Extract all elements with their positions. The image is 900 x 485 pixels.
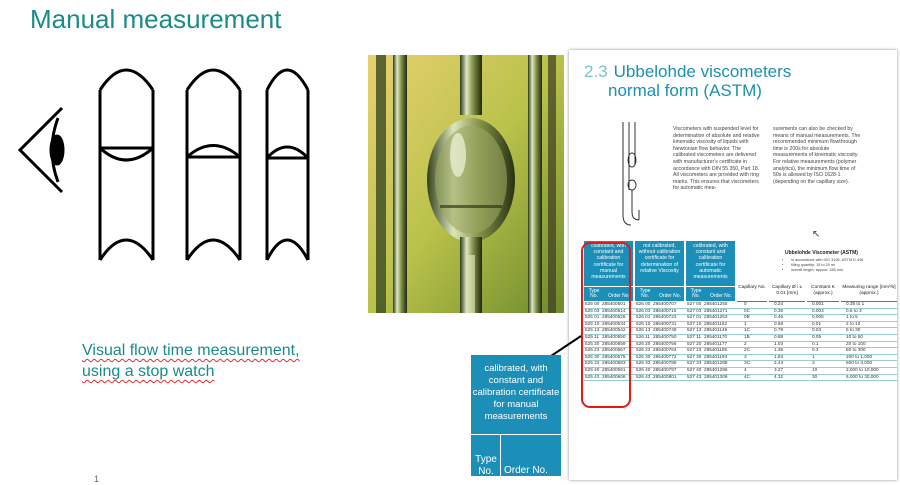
table-cell: 525 30 xyxy=(585,353,600,359)
table-cell: 525 33 xyxy=(585,360,600,366)
table-cell: 0.3 xyxy=(812,347,819,353)
table-order-header: Order No. xyxy=(608,293,630,300)
table-cell: 2 xyxy=(744,340,747,346)
table-cell: 30 xyxy=(812,373,818,379)
slide-title xyxy=(30,4,281,35)
table-cell: 0B xyxy=(744,314,750,320)
table-cell: 1.36 xyxy=(774,347,784,353)
tube-1 xyxy=(100,70,153,260)
table-order-header: Order No. xyxy=(710,293,732,300)
tube-2 xyxy=(187,70,240,260)
table-cell: 526 13 xyxy=(636,327,651,333)
table-cell: 525 01 xyxy=(585,314,600,320)
table-cell: 527 10 xyxy=(687,320,702,326)
table-cell: 3.27 xyxy=(774,367,784,372)
table-range-header: Measuring range [mm²/s] (approx.) xyxy=(841,285,897,302)
table-cell: 600 to 3,000 xyxy=(846,360,873,366)
catalog-title-line1: Ubbelohde viscometers xyxy=(613,62,792,81)
slide-title-word1: Manual measurement xyxy=(30,4,282,34)
table-cell: 285400756 xyxy=(653,340,677,346)
table-cell: 0C xyxy=(744,307,750,313)
catalog-bullet: • overall length: approx. 285 mm xyxy=(791,268,863,273)
zoomed-column-divider xyxy=(500,434,501,476)
viscometer-drawing-icon xyxy=(617,120,647,230)
table-cell: 2C xyxy=(744,347,750,353)
table-cell: 285400514 xyxy=(602,307,626,313)
table-cell: 0.35 to 1 xyxy=(846,301,865,306)
table-cell: 285401263 xyxy=(704,314,728,320)
table-cell: 1B xyxy=(744,334,750,339)
caption xyxy=(82,340,300,382)
table-cell: 285400542 xyxy=(602,327,626,333)
mouse-cursor-icon: ↖ xyxy=(812,229,821,240)
table-cell: 285400575 xyxy=(602,353,626,359)
table-cell: 0.6 to 3 xyxy=(846,307,862,313)
table-cell: 2,000 to 10,000 xyxy=(846,367,879,372)
table-cell: 1C xyxy=(744,327,750,333)
table-cell: 285401177 xyxy=(704,340,728,346)
caption-line-2: using a stop watch xyxy=(82,363,215,380)
table-cell: 285400534 xyxy=(602,320,626,326)
table-cell: 3C xyxy=(744,360,750,366)
table-cell: 525 00 xyxy=(585,301,600,306)
table-cell: 285400801 xyxy=(653,373,677,379)
catalog-title-line2: normal form (ASTM) xyxy=(608,81,762,100)
table-cell: 526 30 xyxy=(636,353,651,359)
catalog-body-col1: Viscometers with suspended level for determination of absolute and relative kinematic viscosity of liquids with Newtonian flow behavior. The calibrated viscometers are delivered with manufacturer's certificate in accordance with DIN 55 350, Part 18. All viscometers are provided with ring marks. This ensures that viscometers for automatic mea- xyxy=(673,126,760,192)
table-cell: 0.005 xyxy=(812,314,824,320)
table-cell: 525 11 xyxy=(585,334,599,339)
table-cell: 0.58 xyxy=(774,320,784,326)
table-cell: 4.32 xyxy=(774,373,784,379)
table-cell: 3 xyxy=(744,353,747,359)
table-cell: 285401170 xyxy=(704,334,728,339)
table-cell: 60 to 300 xyxy=(846,347,866,353)
table-cell: 285400606 xyxy=(602,373,626,379)
table-cell: 285400591 xyxy=(602,367,626,372)
table-cell: 525 13 xyxy=(585,327,600,333)
table-cell: 0.24 xyxy=(774,301,784,306)
table-cell: 0.05 xyxy=(812,334,822,339)
table-constant-header: Constant K (approx.) xyxy=(807,285,839,302)
highlight-box xyxy=(581,242,631,408)
table-cell: 526 40 xyxy=(636,367,651,372)
table-cell: 6,000 to 30,000 xyxy=(846,373,879,379)
catalog-bullet: • filling quantity: 15 to 20 ml xyxy=(791,263,863,268)
table-cell: 527 11 xyxy=(687,334,701,339)
table-cell: 1 to 5 xyxy=(846,314,858,320)
table-cell: 4 xyxy=(744,367,747,372)
table-cell: 0.001 xyxy=(812,301,824,306)
table-cell: 527 13 xyxy=(687,327,702,333)
table-cell: 526 00 xyxy=(636,301,651,306)
catalog-body-col2: surements can also be checked by means of manual measurements. The recommended minimum flowthrough time is 200s for absolute measurements of kinematic viscosity. For relative measurements (polymer analytics), the minimum flow time of 50s is allowed by ISO 1628-1 (depending on the capillary size). xyxy=(773,126,861,185)
table-cell: 525 23 xyxy=(585,347,600,353)
table-cell: 285401193 xyxy=(704,353,728,359)
table-group-header-1-text: calibrated, with constant and calibration certificate for manual measurements xyxy=(591,243,626,281)
table-type-header: Type No. xyxy=(690,287,702,300)
table-cell: 285400567 xyxy=(602,347,626,353)
table-cell: 285401309 xyxy=(704,373,728,379)
table-cell: 526 33 xyxy=(636,360,651,366)
zoomed-type-label: Type No. xyxy=(475,454,497,477)
zoomed-header-text: calibrated, with constant and calibration certificate for manual measurements xyxy=(472,363,560,422)
table-subheader-3 xyxy=(686,286,735,301)
table-cell: 527 01 xyxy=(687,314,702,320)
table-cell: 285400731 xyxy=(653,320,677,326)
table-cell: 285401288 xyxy=(704,360,728,366)
table-cell: 285401149 xyxy=(704,327,728,333)
table-type-header: Type No. xyxy=(588,287,600,300)
table-cell: 526 43 xyxy=(636,373,651,379)
table-cell: 285400707 xyxy=(653,301,677,306)
table-cell: 285400750 xyxy=(653,334,677,339)
table-cell: 285400764 xyxy=(653,347,677,353)
table-cell: 527 40 xyxy=(687,367,702,372)
table-cell: 285401255 xyxy=(704,301,728,306)
table-cell: 1 xyxy=(744,320,747,326)
table-cell: 525 43 xyxy=(585,373,600,379)
table-cell: 527 20 xyxy=(687,340,702,346)
table-cell: 1 xyxy=(812,353,815,359)
table-cell: 285400501 xyxy=(602,301,626,306)
table-cell: 0 xyxy=(744,301,747,306)
table-cell: 285400715 xyxy=(653,307,677,313)
catalog-bullet: • in accordance with ISO 3105, ASTM D 446 xyxy=(791,258,863,263)
table-cell: 2 to 10 xyxy=(846,320,861,326)
table-cell: 525 03 xyxy=(585,307,600,313)
table-cell: 527 03 xyxy=(687,307,702,313)
table-cell: 0.36 xyxy=(774,307,784,313)
table-cell: 527 23 xyxy=(687,347,702,353)
catalog-title xyxy=(584,62,791,100)
viscometer-photo xyxy=(368,55,564,313)
table-cell: 527 33 xyxy=(687,360,702,366)
table-group-header-2-text: not calibrated, without calibration certificate for determination of relative Viscosity xyxy=(638,243,681,274)
table-group-header-2 xyxy=(635,241,684,301)
table-cell: 526 01 xyxy=(636,314,651,320)
table-cell: 20 to 100 xyxy=(846,340,866,346)
table-cell: 285401185 xyxy=(704,347,728,353)
zoomed-divider xyxy=(471,434,561,435)
table-cell: 527 30 xyxy=(687,353,702,359)
table-cell: 0.78 xyxy=(774,327,784,333)
table-cell: 285400797 xyxy=(653,367,677,372)
tube-3 xyxy=(267,70,308,260)
table-group-header-3 xyxy=(686,241,735,301)
table-cell: 4C xyxy=(744,373,750,379)
section-number: 2.3 xyxy=(584,62,608,81)
table-cell: 525 10 xyxy=(585,320,600,326)
table-cell: 526 10 xyxy=(636,320,651,326)
table-cell: 285400772 xyxy=(653,353,677,359)
table-cell: 3 xyxy=(812,360,815,366)
table-cell: 285400748 xyxy=(653,327,677,333)
table-cell: 285401152 xyxy=(704,320,728,326)
table-cell: 1.83 xyxy=(774,353,784,359)
table-cell: 526 23 xyxy=(636,347,651,353)
table-cell: 285400723 xyxy=(653,314,677,320)
table-cell: 0.46 xyxy=(774,314,784,320)
table-cell: 200 to 1,000 xyxy=(846,353,873,359)
table-cell: 526 11 xyxy=(636,334,650,339)
table-diameter-header: Capillary Ø i ± 0.01 [mm] xyxy=(769,285,805,302)
table-subheader-2 xyxy=(635,286,684,301)
table-cell: 285400583 xyxy=(602,360,626,366)
table-cell: 527 43 xyxy=(687,373,702,379)
table-cell: 10 to 50 xyxy=(846,334,863,339)
table-group-header-3-text: calibrated, with constant and calibration certificate for automatic measurements xyxy=(693,243,728,281)
table-cell: 1.03 xyxy=(774,340,784,346)
table-cell: 285401296 xyxy=(704,367,728,372)
table-cell: 0.88 xyxy=(774,334,784,339)
table-type-header: Type No. xyxy=(639,287,651,300)
zoomed-order-label: Order No. xyxy=(504,465,548,476)
table-cell: 0.003 xyxy=(812,307,824,313)
table-cell: 0.03 xyxy=(812,327,822,333)
table-cell: 525 40 xyxy=(585,367,600,372)
table-cell: 285400526 xyxy=(602,314,626,320)
table-capillary-header: Capillary No. xyxy=(737,285,767,302)
table-cell: 525 20 xyxy=(585,340,600,346)
table-cell: 2.43 xyxy=(774,360,784,366)
table-order-header: Order No. xyxy=(659,293,681,300)
table-cell: 526 20 xyxy=(636,340,651,346)
table-cell: 6 to 30 xyxy=(846,327,861,333)
slide-number: 1 xyxy=(94,474,100,484)
table-cell: 10 xyxy=(812,367,818,372)
table-cell: 526 03 xyxy=(636,307,651,313)
meniscus-illustration xyxy=(10,60,310,275)
table-cell: 527 00 xyxy=(687,301,702,306)
zoomed-header-callout xyxy=(471,355,561,476)
table-cell: 285400559 xyxy=(602,340,626,346)
table-cell: 0.01 xyxy=(812,320,822,326)
catalog-subheading: Ubbelohde Viscometer (ASTM) xyxy=(785,250,858,256)
table-cell: 285400550 xyxy=(602,334,626,339)
caption-line-1: Visual flow time measurement, xyxy=(82,342,300,359)
eye-icon xyxy=(20,108,63,192)
table-cell: 285401271 xyxy=(704,307,728,313)
table-cell: 285400789 xyxy=(653,360,677,366)
table-cell: 0.1 xyxy=(812,340,819,346)
